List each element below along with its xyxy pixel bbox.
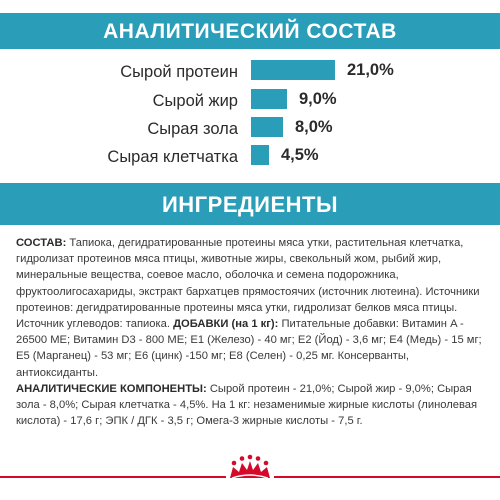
additives-text: Питательные добавки: Витамин A - 26500 МЕ; Витамин D3 - 800 МЕ; E1 (Железо) - 40 мг; E2 (Йод) - 3,6 мг; E4 (Медь) - 15 мг; E5 (Марганец) - 53 мг; E6 (цинк) -150 мг; E8 (Селен) - 0,25 мг. Консерванты, антиоксиданты. (16, 318, 482, 379)
stat-label-ash: Сырая зола (147, 120, 238, 138)
ingredients-text (16, 235, 486, 429)
composition-text: Тапиока, дегидратированные протеины мяса утки, растительная клетчатка, гидролизат протеинов мяса птицы, животные жиры, свекольный жом, рыбий жир, минеральные вещества, соевое масло, оболочка и семена подорожника, фруктоолигосахариды, экстракт бархатцев прямостоячих (источник лютеина). Источники протеинов: дегидратированные протеины мяса утки, гидролизат белков мяса птицы. Источник углеводов: тапиока. (16, 237, 480, 331)
components-text: Сырой протеин - 21,0%; Сырой жир - 9,0%; Сырая зола - 8,0%; Сырая клетчатка - 4,5%. На 1 кг: незаменимые жирные кислоты (линолевая кислота) - 17,6 г; ЭПК / ДГК - 3,5 г; Омега-3 жирные кислоты - 7,5 г. (16, 382, 478, 428)
additives-label: ДОБАВКИ (на 1 кг): (173, 318, 279, 331)
analysis-header: АНАЛИТИЧЕСКИЙ СОСТАВ (0, 13, 500, 49)
composition-label: СОСТАВ: (16, 237, 67, 249)
stat-bar-protein (251, 60, 335, 80)
stat-bar-fat (251, 89, 287, 109)
stat-value-fat: 9,0% (299, 90, 337, 108)
stat-label-protein: Сырой протеин (120, 63, 238, 81)
stat-value-ash: 8,0% (295, 118, 333, 136)
stat-value-fiber: 4,5% (281, 146, 319, 164)
stat-value-protein: 21,0% (347, 61, 394, 79)
stat-label-fat: Сырой жир (152, 92, 238, 110)
ingredients-header: ИНГРЕДИЕНТЫ (0, 183, 500, 225)
stat-bar-fiber (251, 145, 269, 165)
royal-canin-crown-icon (226, 454, 274, 482)
stat-bar-ash (251, 117, 283, 137)
stat-label-fiber: Сырая клетчатка (107, 148, 238, 166)
analysis-list (0, 58, 500, 178)
components-label: АНАЛИТИЧЕСКИЕ КОМПОНЕНТЫ: (16, 382, 207, 395)
